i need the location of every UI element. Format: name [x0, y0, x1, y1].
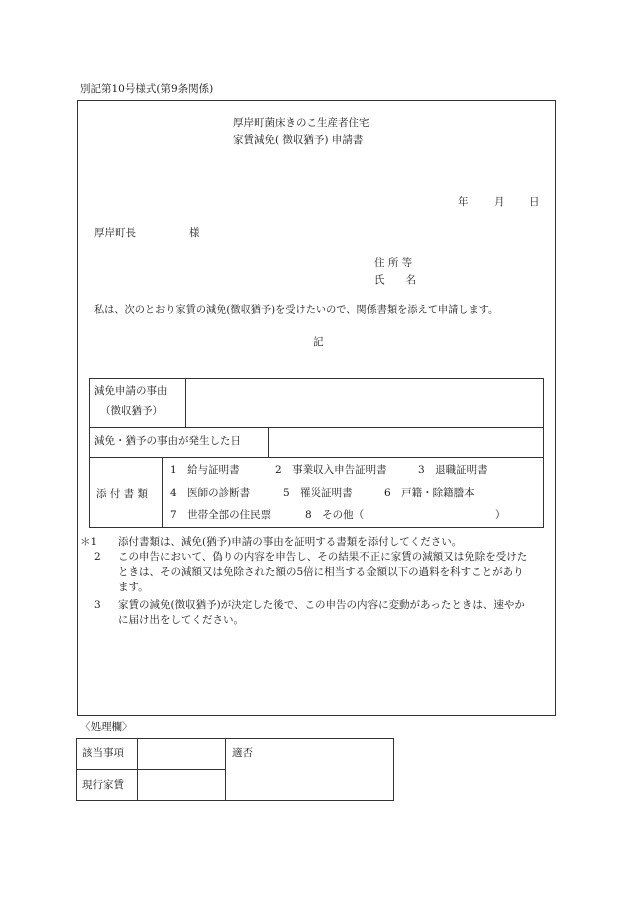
- table-divider-1: [89, 427, 544, 428]
- attachments-label: 添 付 書 類: [96, 488, 149, 500]
- attachment-other-close: ）: [495, 509, 506, 521]
- attachment-item: 3 退職証明書: [418, 464, 488, 476]
- applicant-address-label: 住 所 等: [374, 257, 413, 269]
- form-title-line1: 厚岸町菌床きのこ生産者住宅: [233, 117, 370, 129]
- attachment-item: 4 医師の診断書: [170, 487, 251, 499]
- ki-heading: 記: [313, 336, 324, 348]
- note-3: [80, 598, 530, 628]
- note-text: 家賃の減免(徴収猶予)が決定した後で、この申告の内容に変動があったときは、速やかに届け出をしてください。: [118, 599, 525, 626]
- form-title-line2: 家賃減免( 徴収猶予) 申請書: [233, 134, 364, 146]
- reason-label: 減免申請の事由: [94, 385, 168, 397]
- addressee-name: 厚岸町長: [94, 227, 136, 239]
- attachment-item: 2 事業収入申告証明書: [275, 464, 387, 476]
- current-rent-label: 現行家賃: [82, 779, 124, 791]
- note-marker: 3: [94, 599, 101, 611]
- note-1: [80, 535, 530, 550]
- attachment-item: 8 その他（: [305, 509, 365, 521]
- processing-col-divider-1: [137, 738, 138, 801]
- form-number: 別記第10号様式(第9条関係): [80, 83, 214, 95]
- applicable-label: 該当事項: [82, 747, 124, 759]
- note-text: 添付書類は、減免(猶予)申請の事由を証明する書類を添付してください。: [118, 536, 463, 548]
- occurrence-date-label: 減免・猶予の事由が発生した日: [94, 435, 241, 447]
- attachment-item: 1 給与証明書: [170, 464, 240, 476]
- date-year-label: 年: [458, 196, 469, 208]
- note-marker: ＊1: [80, 536, 98, 548]
- table-divider-2: [89, 457, 544, 458]
- application-table: [89, 378, 544, 528]
- date-day-label: 日: [529, 196, 540, 208]
- attachment-item: 6 戸籍・除籍謄本: [384, 487, 475, 499]
- attach-col-divider: [162, 457, 163, 528]
- note-text: この申告において、偽りの内容を申告し、その結果不正に家賃の減額又は免除を受けたときは、その減額又は免除された額の5倍に相当する金額以下の過料を科すことがあります。: [118, 551, 528, 593]
- addressee-honorific: 様: [189, 227, 200, 239]
- note-marker: 2: [94, 551, 101, 563]
- reason-col-divider: [185, 378, 186, 427]
- date-col-divider: [268, 427, 269, 457]
- attachment-item: 7 世帯全部の住民票: [170, 509, 272, 521]
- approval-label: 適否: [232, 747, 253, 759]
- processing-col-divider-2: [225, 738, 226, 801]
- application-statement: 私は、次のとおり家賃の減免(徴収猶予)を受けたいので、関係書類を添えて申請します。: [94, 305, 499, 316]
- date-month-label: 月: [494, 196, 505, 208]
- processing-heading: 〈処理欄〉: [80, 721, 133, 733]
- attachment-item: 5 罹災証明書: [283, 487, 353, 499]
- applicant-name-label: 氏 名: [374, 274, 416, 286]
- processing-row-divider: [76, 769, 225, 770]
- note-2: [80, 550, 530, 595]
- reason-label-sub: （徴収猶予）: [100, 405, 163, 417]
